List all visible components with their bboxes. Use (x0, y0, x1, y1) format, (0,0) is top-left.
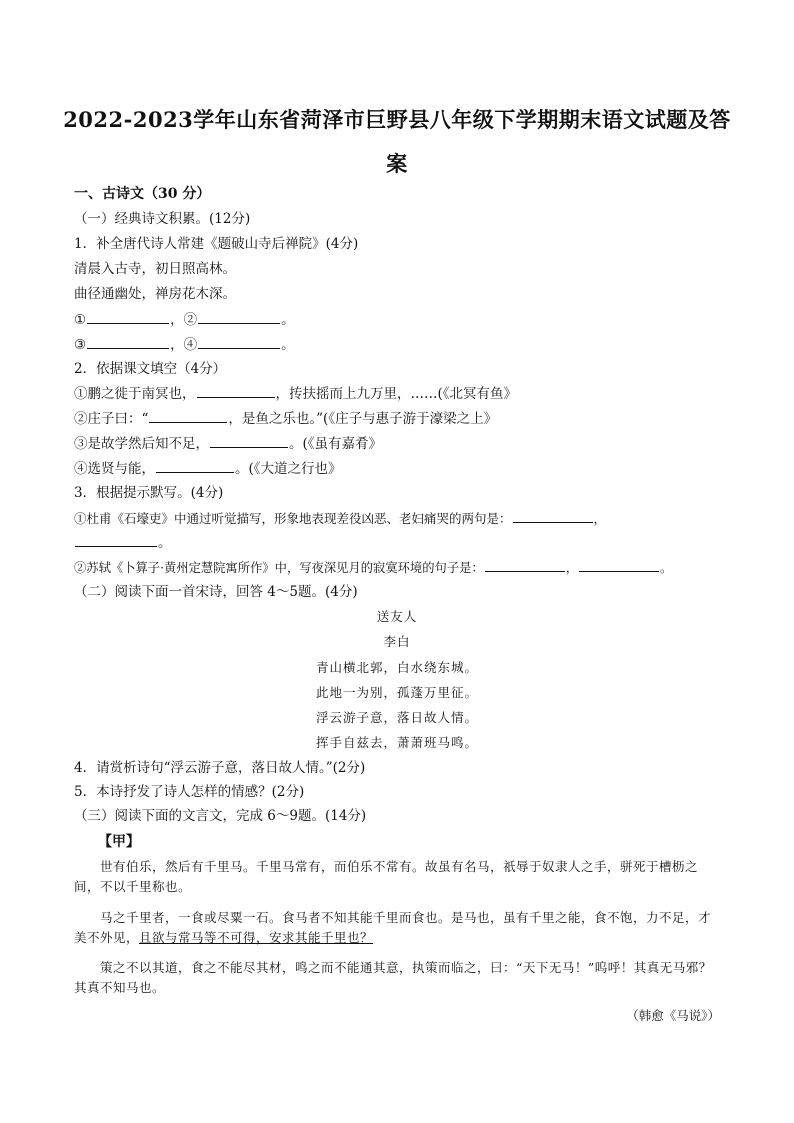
answer-blank[interactable] (579, 557, 659, 572)
answer-blank[interactable] (198, 334, 280, 349)
answer-blank[interactable] (485, 557, 565, 572)
fill-line (74, 532, 732, 553)
prompt-text: 。(《大道之行也》 (235, 461, 342, 477)
answer-blank[interactable] (87, 334, 169, 349)
page-title-line2: 案 (386, 151, 408, 176)
punct: 。 (281, 337, 295, 353)
poem-line: 浮云游子意，落日故人情。 (315, 710, 478, 725)
passage-paragraph (74, 908, 722, 948)
question-4: 4．请赏析诗句“浮云游子意，落日故人情。”(2分) (74, 760, 366, 776)
paragraph-text: 马之千里者，一食或尽粟一石。食马者不知其能千里而食也。是马也，虽有千里之能，食不饱，力不足，才美不外见， (74, 910, 712, 945)
prompt-text: ①杜甫《石壕吏》中通过听觉描写，形象地表现差役凶恶、老妇痛哭的两句是： (74, 511, 512, 526)
part-heading: （二）阅读下面一首宋诗，回答 4～5题。(4分) (74, 584, 358, 600)
prompt-text: ③是故学然后知不足， (74, 436, 209, 452)
answer-line (74, 334, 732, 355)
prompt-text: ①鹏之徙于南冥也， (74, 386, 196, 402)
question-3: 3．根据提示默写。(4分) (74, 485, 224, 501)
answer-blank[interactable] (75, 532, 157, 547)
punct: 。 (281, 312, 295, 328)
part-heading: （一）经典诗文积累。(12分) (74, 211, 251, 227)
question-2: 2．依据课文填空（4分） (74, 361, 227, 377)
section-heading: 一、古诗文（30 分） (74, 186, 211, 202)
answer-line (74, 309, 732, 330)
passage-paragraph: 策之不以其道，食之不能尽其材，鸣之而不能通其意，执策而临之，曰：“天下无马！”呜呼！其真无马邪？其真不知马也。 (74, 960, 712, 995)
fill-line (74, 433, 732, 454)
prompt-text: ，是鱼之乐也。”(《庄子与惠子游于濠梁之上》 (228, 411, 498, 427)
prompt-text: 。(《虽有嘉肴》 (289, 436, 383, 452)
marker: ，② (170, 312, 198, 328)
fill-line (74, 408, 732, 429)
fill-line (74, 508, 732, 529)
marker: ① (74, 312, 87, 328)
punct: ， (593, 511, 607, 526)
poem-line: 清晨入古寺，初日照高林。 (74, 261, 236, 277)
page-title-line1: 2022-2023学年山东省菏泽市巨野县八年级下学期期末语文试题及答 (63, 107, 731, 132)
answer-blank[interactable] (198, 309, 280, 324)
poem-title: 送友人 (376, 609, 418, 624)
poem-line: 曲径通幽处，禅房花木深。 (74, 286, 236, 302)
underlined-sentence: 且欲与常马等不可得，安求其能千里也？ (139, 930, 374, 945)
poem-line: 挥手自兹去，萧萧班马鸣。 (315, 735, 478, 750)
answer-blank[interactable] (156, 458, 234, 473)
answer-blank[interactable] (87, 309, 169, 324)
part-heading: （三）阅读下面的文言文，完成 6～9题。(14分) (74, 808, 367, 824)
prompt-text: ②苏轼《卜算子·黄州定慧院寓所作》中，写夜深见月的寂寞环境的句子是： (74, 561, 484, 575)
prompt-text: ②庄子曰：“ (74, 411, 149, 427)
poem-author: 李白 (383, 634, 411, 649)
fill-line (74, 383, 732, 404)
passage-label: 【甲】 (98, 834, 140, 850)
marker: ，④ (170, 337, 198, 353)
answer-blank[interactable] (210, 433, 288, 448)
question-1: 1．补全唐代诗人常建《题破山寺后禅院》(4分) (74, 236, 359, 252)
prompt-text: ④选贤与能， (74, 461, 155, 477)
answer-blank[interactable] (197, 383, 275, 398)
question-5: 5．本诗抒发了诗人怎样的情感？(2分) (74, 784, 305, 800)
marker: ③ (74, 337, 87, 353)
answer-blank[interactable] (513, 508, 593, 523)
fill-line (74, 458, 732, 479)
fill-line (74, 557, 736, 578)
passage-paragraph: 世有伯乐，然后有千里马。千里马常有，而伯乐不常有。故虽有名马，祇辱于奴隶人之手，骈死于槽枥之间，不以千里称也。 (74, 859, 699, 894)
answer-blank[interactable] (149, 408, 227, 423)
punct: 。 (660, 561, 673, 575)
punct: ， (565, 561, 579, 575)
passage-source: （韩愈《马说》） (626, 1008, 720, 1023)
poem-line: 青山横北郭，白水绕东城。 (315, 660, 478, 675)
poem-line: 此地一为别，孤蓬万里征。 (315, 685, 478, 700)
punct: 。 (158, 535, 172, 551)
prompt-text: ，抟扶摇而上九万里，……(《北冥有鱼》 (275, 386, 518, 402)
